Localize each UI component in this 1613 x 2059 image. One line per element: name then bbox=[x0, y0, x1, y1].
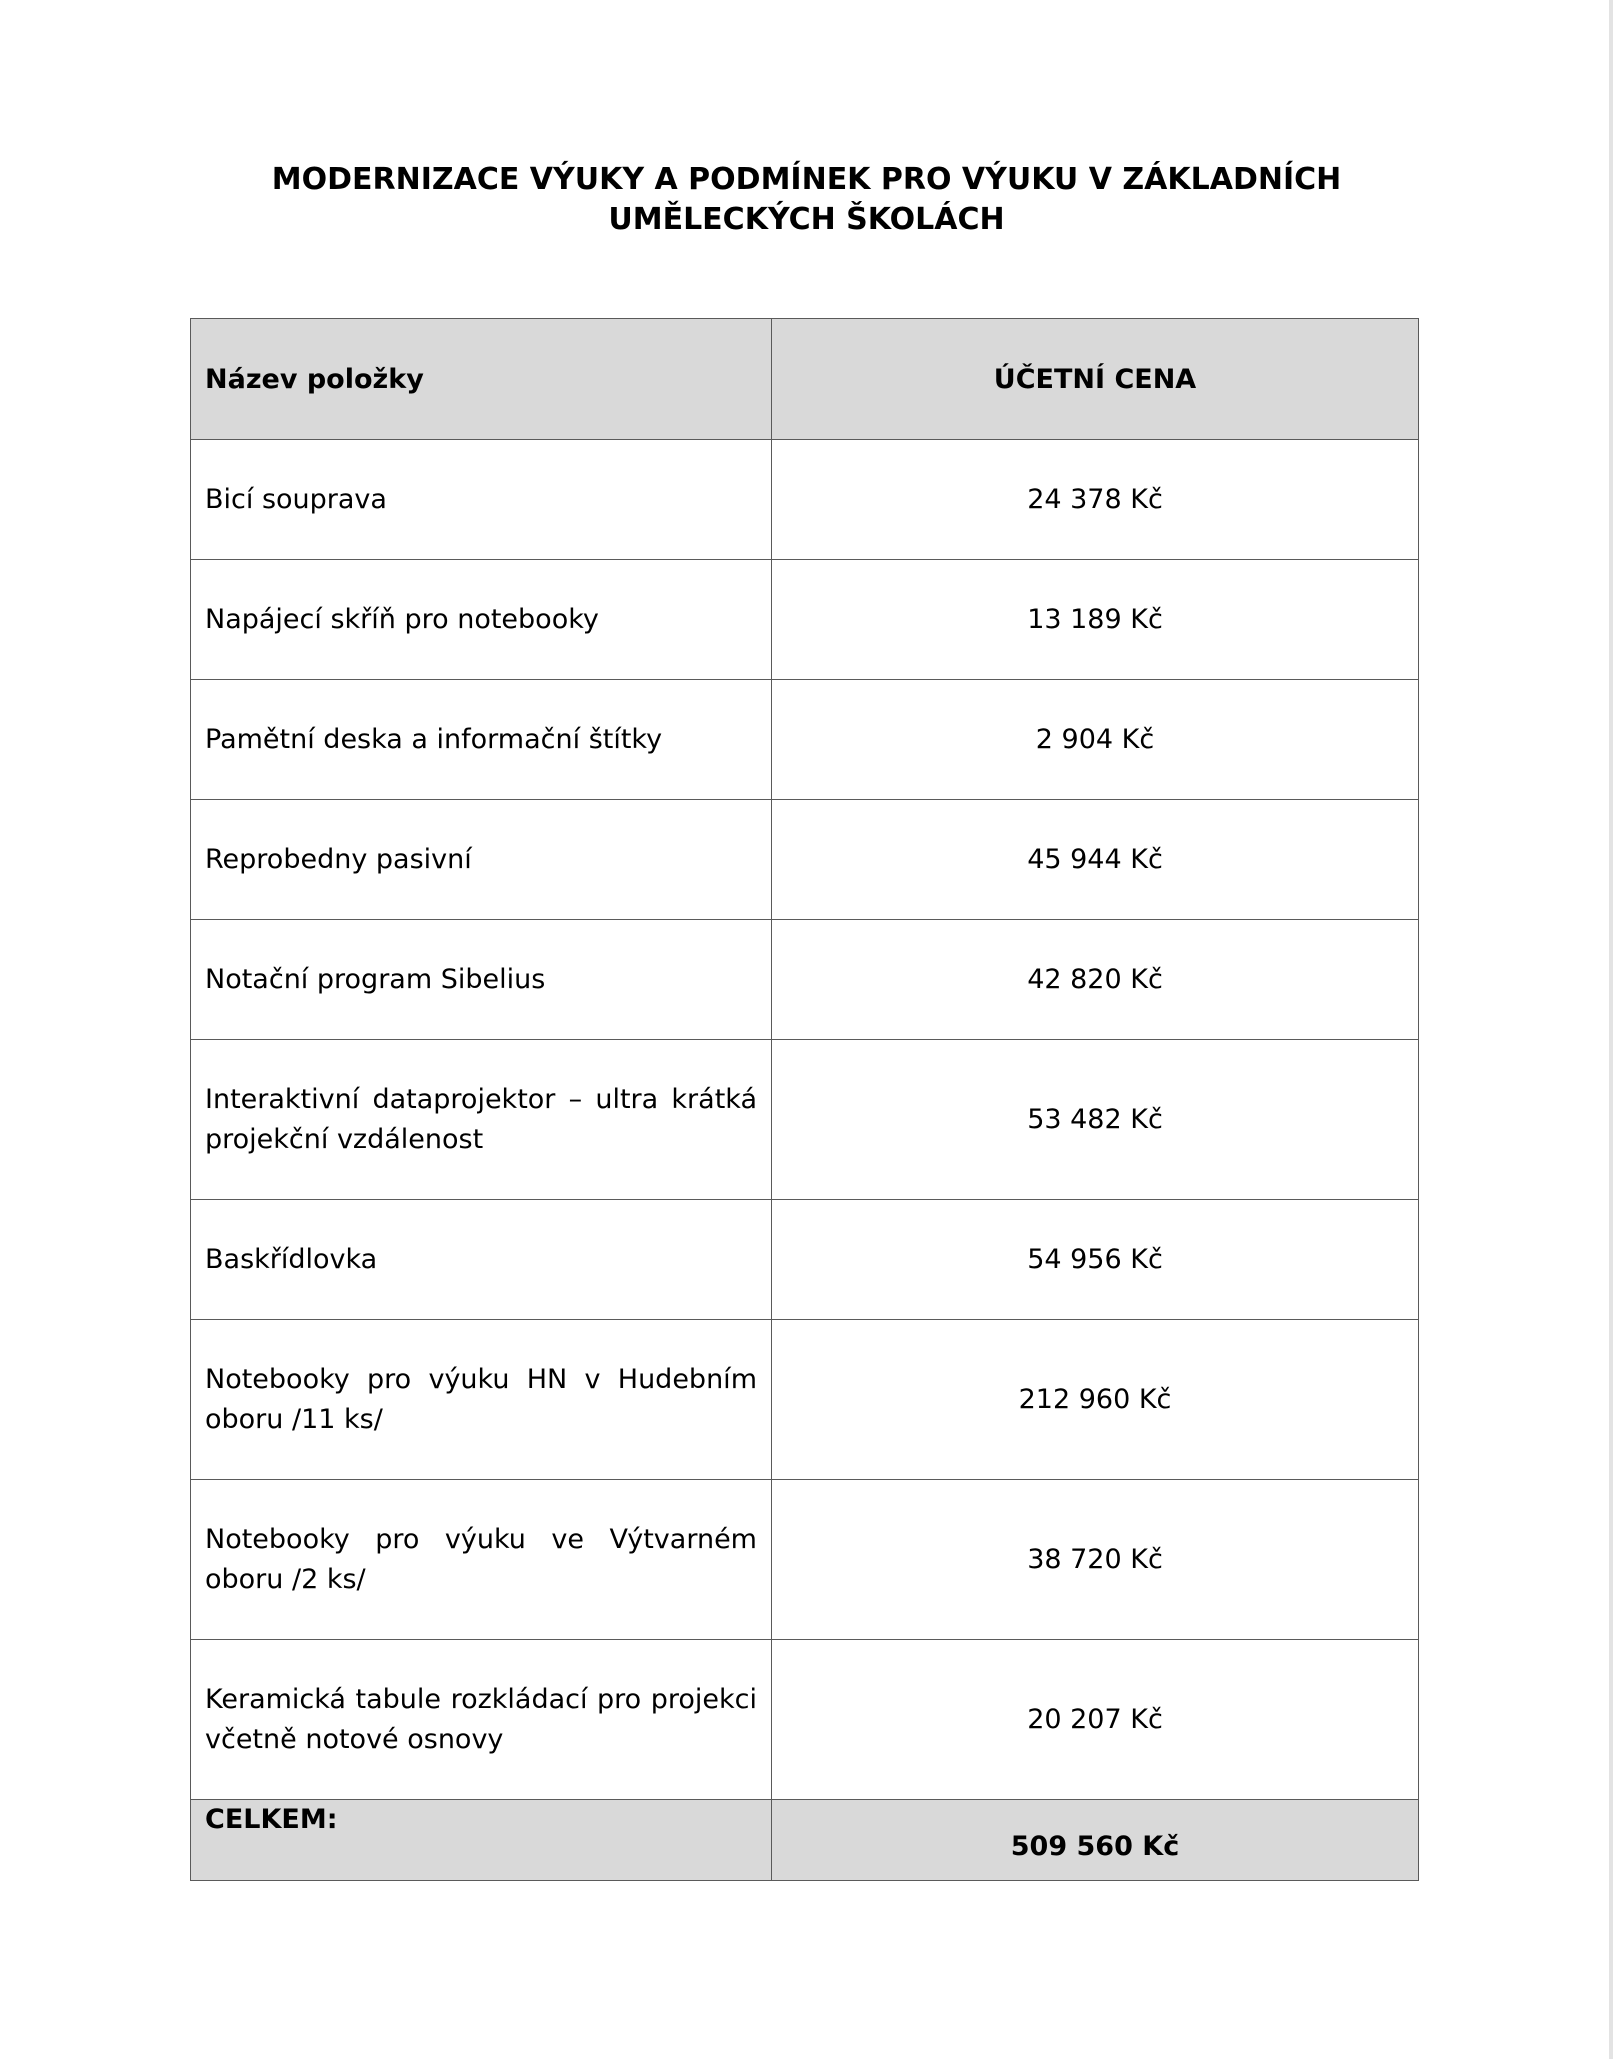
document-title bbox=[0, 160, 1613, 240]
table-row bbox=[191, 920, 1419, 1040]
item-name: Napájecí skříň pro notebooky bbox=[191, 560, 772, 680]
title-line-2: UMĚLECKÝCH ŠKOLÁCH bbox=[608, 202, 1005, 237]
table-row bbox=[191, 800, 1419, 920]
item-price: 42 820 Kč bbox=[772, 920, 1419, 1040]
price-table bbox=[190, 318, 1419, 1881]
total-label: CELKEM: bbox=[191, 1800, 772, 1881]
item-name: Notační program Sibelius bbox=[191, 920, 772, 1040]
page-edge bbox=[1609, 0, 1613, 2059]
item-price: 54 956 Kč bbox=[772, 1200, 1419, 1320]
total-value: 509 560 Kč bbox=[772, 1800, 1419, 1881]
item-price: 13 189 Kč bbox=[772, 560, 1419, 680]
table-total-row bbox=[191, 1800, 1419, 1881]
table-row bbox=[191, 1200, 1419, 1320]
item-price: 212 960 Kč bbox=[772, 1320, 1419, 1480]
table-row bbox=[191, 1320, 1419, 1480]
table-row bbox=[191, 560, 1419, 680]
item-price: 24 378 Kč bbox=[772, 440, 1419, 560]
table-row bbox=[191, 440, 1419, 560]
item-name: Notebooky pro výuku HN v Hudebním oboru /11 ks/ bbox=[191, 1320, 772, 1480]
table-row bbox=[191, 1480, 1419, 1640]
item-name: Baskřídlovka bbox=[191, 1200, 772, 1320]
table-row bbox=[191, 1640, 1419, 1800]
table-row bbox=[191, 1040, 1419, 1200]
title-line-1: MODERNIZACE VÝUKY A PODMÍNEK PRO VÝUKU V ZÁKLADNÍCH bbox=[271, 162, 1342, 197]
item-name: Interaktivní dataprojektor – ultra krátká projekční vzdálenost bbox=[191, 1040, 772, 1200]
header-price: ÚČETNÍ CENA bbox=[772, 319, 1419, 440]
table-header-row bbox=[191, 319, 1419, 440]
item-price: 2 904 Kč bbox=[772, 680, 1419, 800]
item-price: 20 207 Kč bbox=[772, 1640, 1419, 1800]
item-price: 45 944 Kč bbox=[772, 800, 1419, 920]
item-name: Reprobedny pasivní bbox=[191, 800, 772, 920]
header-item-name: Název položky bbox=[191, 319, 772, 440]
item-price: 38 720 Kč bbox=[772, 1480, 1419, 1640]
item-name: Bicí souprava bbox=[191, 440, 772, 560]
item-price: 53 482 Kč bbox=[772, 1040, 1419, 1200]
item-name: Notebooky pro výuku ve Výtvarném oboru /2 ks/ bbox=[191, 1480, 772, 1640]
item-name: Pamětní deska a informační štítky bbox=[191, 680, 772, 800]
item-name: Keramická tabule rozkládací pro projekci včetně notové osnovy bbox=[191, 1640, 772, 1800]
table-row bbox=[191, 680, 1419, 800]
